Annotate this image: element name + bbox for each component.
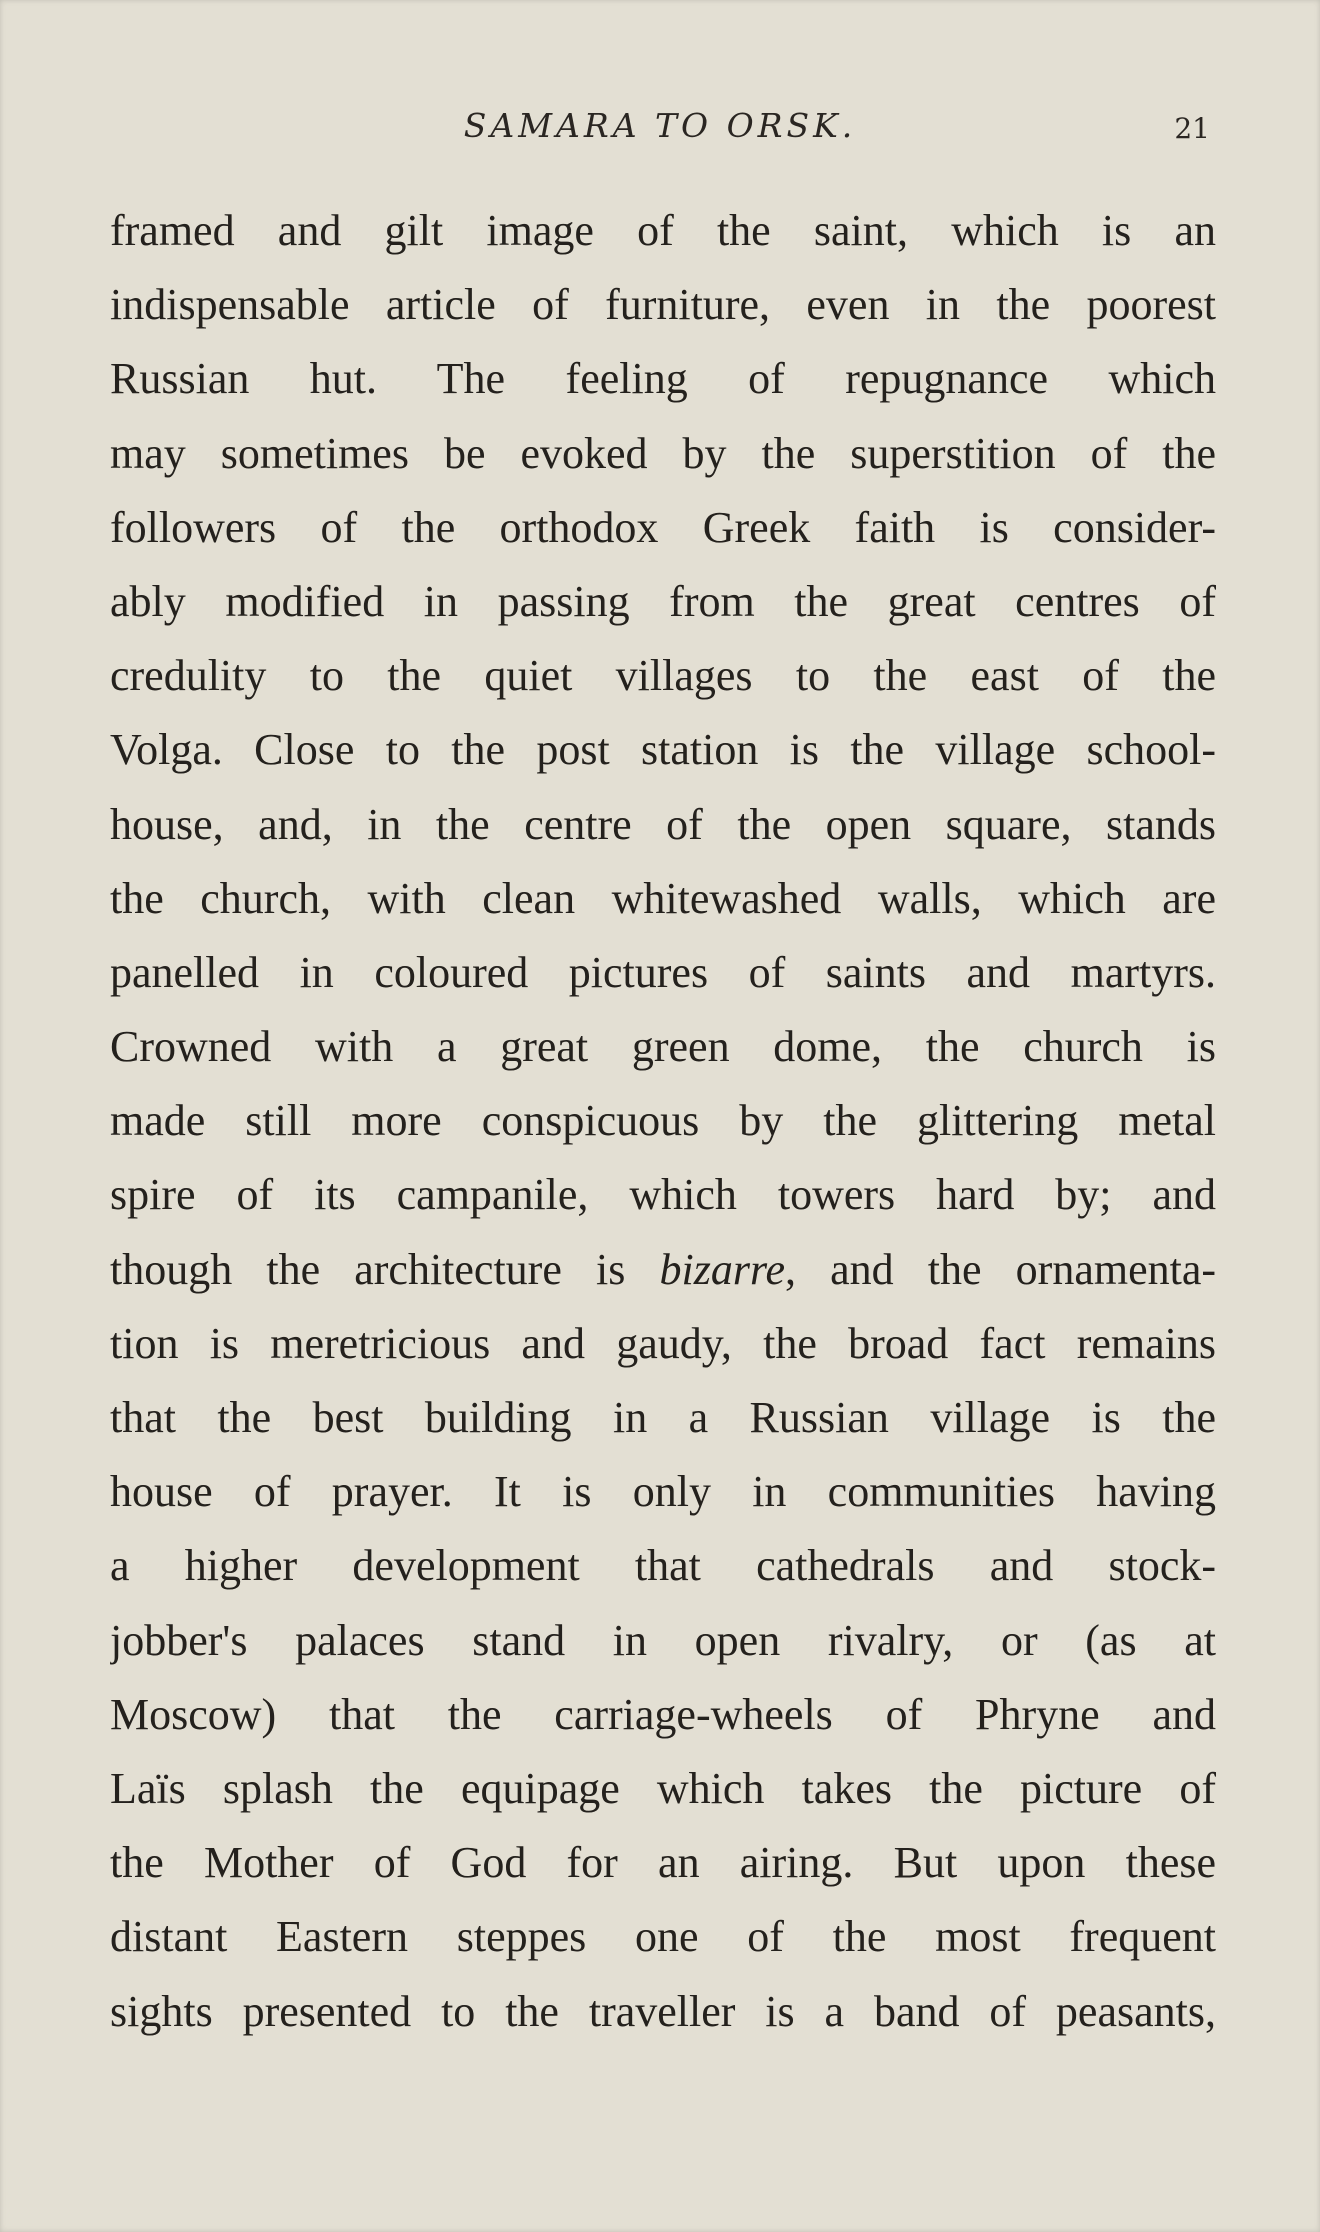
text-line: framed and gilt image of the saint, which is an [110, 206, 1216, 255]
text-line: that the best building in a Russian village is the [110, 1393, 1216, 1442]
text-line: a higher development that cathedrals and stock- [110, 1541, 1216, 1591]
text-line: Volga. Close to the post station is the village school- [110, 725, 1216, 775]
running-title: SAMARA TO ORSK. [463, 106, 857, 145]
page-number: 21 [1174, 112, 1210, 145]
running-head [0, 106, 1320, 156]
text-line: panelled in coloured pictures of saints and martyrs. [110, 947, 1216, 997]
text-line: made still more conspicuous by the glittering metal [110, 1096, 1216, 1146]
text-line: Crowned with a great green dome, the church is [110, 1022, 1216, 1072]
text-line: tion is meretricious and gaudy, the broad fact remains [110, 1318, 1216, 1368]
body-text [110, 194, 1216, 2049]
text-line: jobber's palaces stand in open rivalry, or (as at [110, 1615, 1216, 1665]
text-line: the church, with clean whitewashed walls, which are [110, 873, 1216, 923]
italic-word: bizarre [659, 1244, 785, 1294]
text-line: house, and, in the centre of the open square, stands [110, 799, 1216, 849]
text-line: the Mother of God for an airing. But upon these [110, 1838, 1216, 1888]
text-line: followers of the orthodox Greek faith is consider- [110, 502, 1216, 552]
text-line: credulity to the quiet villages to the east of the [110, 651, 1216, 701]
text-line: Laïs splash the equipage which takes the picture of [110, 1763, 1216, 1813]
text-line: Moscow) that the carriage-wheels of Phryne and [110, 1689, 1216, 1739]
text-line: sights presented to the traveller is a band of peasants, [110, 1986, 1216, 2036]
text-line: may sometimes be evoked by the superstition of the [110, 428, 1216, 478]
text-line-with-italic: though the architecture is bizarre, and the ornamenta- [110, 1244, 1216, 1294]
text-line: house of prayer. It is only in communities having [110, 1467, 1216, 1517]
text-line: Russian hut. The feeling of repugnance which [110, 354, 1216, 404]
text-line: spire of its campanile, which towers hard by; and [110, 1170, 1216, 1220]
text-line: indispensable article of furniture, even in the poorest [110, 280, 1216, 330]
text-line: ably modified in passing from the great centres of [110, 576, 1216, 626]
text-line: distant Eastern steppes one of the most frequent [110, 1912, 1216, 1962]
